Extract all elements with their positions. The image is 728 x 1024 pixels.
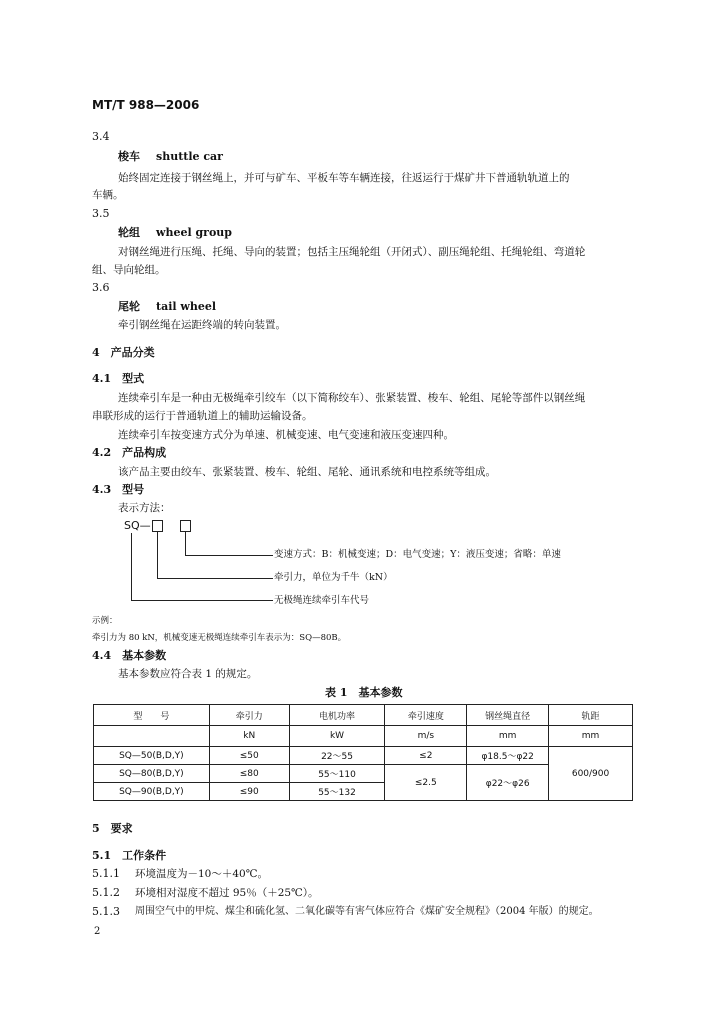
definition-text: 组、导向轮组。 <box>92 264 166 276</box>
force-label: 牵引力，单位为千牛（kN） <box>274 572 393 583</box>
table-header-row <box>94 705 633 726</box>
clause-number: 3.6 <box>92 281 110 294</box>
leader-line <box>131 600 273 601</box>
force-placeholder-box <box>152 520 163 532</box>
leader-line <box>157 578 273 579</box>
unit-cell: kN <box>209 726 289 747</box>
model-prefix: SQ— <box>124 519 151 532</box>
term-en: shuttle car <box>156 150 223 163</box>
model-cell: SQ—50(B,D,Y) <box>94 747 210 765</box>
header-cell: 轨距 <box>549 705 633 726</box>
unit-cell <box>94 726 210 747</box>
item-text: 环境相对湿度不超过 95％（＋25℃）。 <box>135 887 319 899</box>
force-cell: ≤80 <box>209 765 289 783</box>
subsection-heading: 4.3 型号 <box>92 483 145 496</box>
speed-cell: ≤2.5 <box>385 765 467 801</box>
subsection-heading: 4.1 型式 <box>92 372 145 385</box>
power-cell: 55～110 <box>289 765 385 783</box>
term-en: wheel group <box>156 226 232 239</box>
leader-line <box>185 555 273 556</box>
term-cn: 轮组 <box>118 226 140 239</box>
parameters-table <box>93 704 633 801</box>
unit-cell: mm <box>467 726 549 747</box>
model-cell: SQ—90(B,D,Y) <box>94 783 210 801</box>
header-cell: 牵引力 <box>209 705 289 726</box>
definition-text: 对钢丝绳进行压绳、托绳、导向的装置；包括主压绳轮组（开闭式）、副压绳轮组、托绳轮组、弯道轮 <box>118 246 586 258</box>
standard-number: MT/T 988—2006 <box>92 98 200 112</box>
force-cell: ≤90 <box>209 783 289 801</box>
rope-cell: φ18.5～φ22 <box>467 747 549 765</box>
paragraph-text: 表示方法： <box>118 502 171 514</box>
item-number: 5.1.3 <box>92 905 120 918</box>
rope-cell: φ22～φ26 <box>467 765 549 801</box>
gauge-cell: 600/900 <box>549 747 633 801</box>
section-heading: 4 产品分类 <box>92 346 155 359</box>
term-cn: 梭车 <box>118 150 140 163</box>
header-cell: 牵引速度 <box>385 705 467 726</box>
clause-number: 3.4 <box>92 130 110 143</box>
paragraph-text: 基本参数应符合表 1 的规定。 <box>118 668 258 680</box>
unit-cell: mm <box>549 726 633 747</box>
header-cell: 电机功率 <box>289 705 385 726</box>
speed-type-placeholder-box <box>180 520 191 532</box>
paragraph-text: 串联形成的运行于普通轨道上的辅助运输设备。 <box>92 410 313 422</box>
leader-line <box>185 532 186 555</box>
table-title: 表 1 基本参数 <box>325 686 403 699</box>
table-row <box>94 747 633 765</box>
force-cell: ≤50 <box>209 747 289 765</box>
paragraph-text: 连续牵引车是一种由无极绳牵引绞车（以下简称绞车）、张紧装置、梭车、轮组、尾轮等部件以钢丝绳 <box>118 392 586 404</box>
power-cell: 22～55 <box>289 747 385 765</box>
item-number: 5.1.2 <box>92 886 120 899</box>
power-cell: 55～132 <box>289 783 385 801</box>
code-label: 无极绳连续牵引车代号 <box>274 595 370 606</box>
paragraph-text: 连续牵引车按变速方式分为单速、机械变速、电气变速和液压变速四种。 <box>118 429 454 441</box>
term-cn: 尾轮 <box>118 300 140 313</box>
definition-text: 始终固定连接于钢丝绳上，并可与矿车、平板车等车辆连接，往返运行于煤矿井下普通轨轨道上的 <box>118 172 570 184</box>
example-title: 示例： <box>92 616 118 626</box>
subsection-heading: 4.2 产品构成 <box>92 446 167 459</box>
page-number: 2 <box>94 926 101 937</box>
section-heading: 5 要求 <box>92 822 133 835</box>
definition-text: 牵引钢丝绳在运距终端的转向装置。 <box>118 319 286 331</box>
leader-line <box>131 533 132 600</box>
subsection-heading: 5.1 工作条件 <box>92 849 167 862</box>
item-text: 周围空气中的甲烷、煤尘和硫化氢、二氧化碳等有害气体应符合《煤矿安全规程》（2004 年版）的规定。 <box>135 906 599 917</box>
speed-type-label: 变速方式：B：机械变速；D：电气变速；Y：液压变速；省略：单速 <box>274 549 561 560</box>
header-cell: 钢丝绳直径 <box>467 705 549 726</box>
example-text: 牵引力为 80 kN，机械变速无极绳连续牵引车表示为：SQ—80B。 <box>92 633 347 643</box>
paragraph-text: 该产品主要由绞车、张紧装置、梭车、轮组、尾轮、通讯系统和电控系统等组成。 <box>118 466 496 478</box>
unit-cell: m/s <box>385 726 467 747</box>
term-en: tail wheel <box>156 300 217 313</box>
unit-cell: kW <box>289 726 385 747</box>
model-cell: SQ—80(B,D,Y) <box>94 765 210 783</box>
clause-number: 3.5 <box>92 207 110 220</box>
leader-line <box>157 532 158 578</box>
item-text: 环境温度为－10～＋40℃。 <box>135 868 268 880</box>
item-number: 5.1.1 <box>92 867 120 880</box>
speed-cell: ≤2 <box>385 747 467 765</box>
definition-text: 车辆。 <box>92 189 124 201</box>
header-cell: 型 号 <box>94 705 210 726</box>
subsection-heading: 4.4 基本参数 <box>92 649 167 662</box>
table-unit-row <box>94 726 633 747</box>
